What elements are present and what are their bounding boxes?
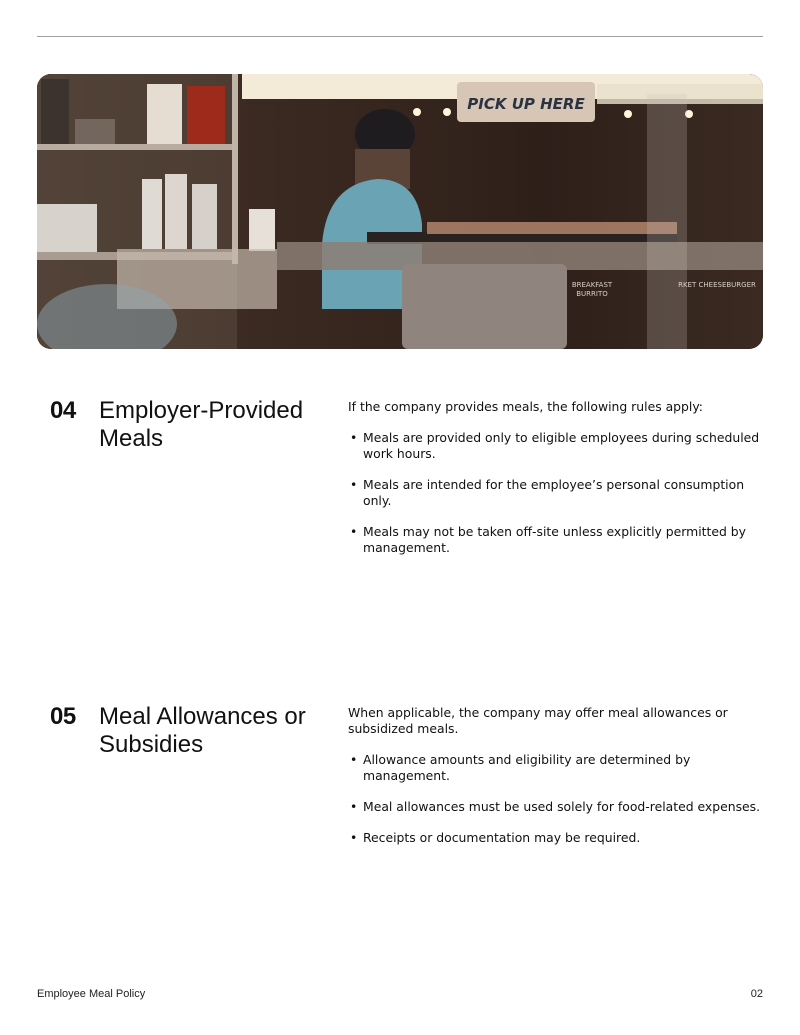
restaurant-counter-image — [37, 74, 763, 349]
bullet-icon: • — [350, 430, 358, 445]
bullet-icon: • — [350, 477, 358, 492]
list-item: • Receipts or documentation may be required. — [350, 830, 641, 845]
svg-text:BREAKFAST: BREAKFAST — [571, 281, 613, 289]
section-intro: If the company provides meals, the following rules apply: — [348, 399, 703, 414]
pick-up-sign-text: PICK UP HERE — [467, 95, 585, 113]
bullet-icon: • — [350, 830, 358, 845]
section-body — [348, 399, 763, 571]
list-item: • Meals are provided only to eligible employees during scheduled work hours. — [350, 430, 760, 461]
section-intro: When applicable, the company may offer meal allowances or subsidized meals. — [348, 705, 728, 736]
bullet-list — [348, 430, 763, 556]
bullet-list — [348, 752, 763, 846]
svg-text:BURRITO: BURRITO — [576, 290, 608, 298]
section-body — [348, 705, 763, 861]
hero-photo — [37, 74, 763, 349]
section-title: Meal Allowances or Subsidies — [99, 703, 306, 758]
bullet-icon: • — [350, 799, 358, 814]
top-divider — [37, 36, 763, 37]
section-number: 05 — [50, 703, 76, 730]
footer-page-number: 02 — [750, 988, 763, 1000]
section-number: 04 — [50, 397, 76, 424]
bullet-icon: • — [350, 752, 358, 767]
footer-document-title: Employee Meal Policy — [37, 988, 146, 1000]
list-item: • Meals are intended for the employee’s personal consumption only. — [350, 477, 745, 508]
list-item: • Meals may not be taken off-site unless explicitly permitted by management. — [350, 524, 746, 555]
bullet-icon: • — [350, 524, 358, 539]
list-item: • Allowance amounts and eligibility are determined by management. — [350, 752, 691, 783]
svg-text:RKET CHEESEBURGER: RKET CHEESEBURGER — [678, 281, 756, 289]
list-item: • Meal allowances must be used solely for food-related expenses. — [350, 799, 761, 814]
section-title: Employer-Provided Meals — [99, 397, 304, 452]
